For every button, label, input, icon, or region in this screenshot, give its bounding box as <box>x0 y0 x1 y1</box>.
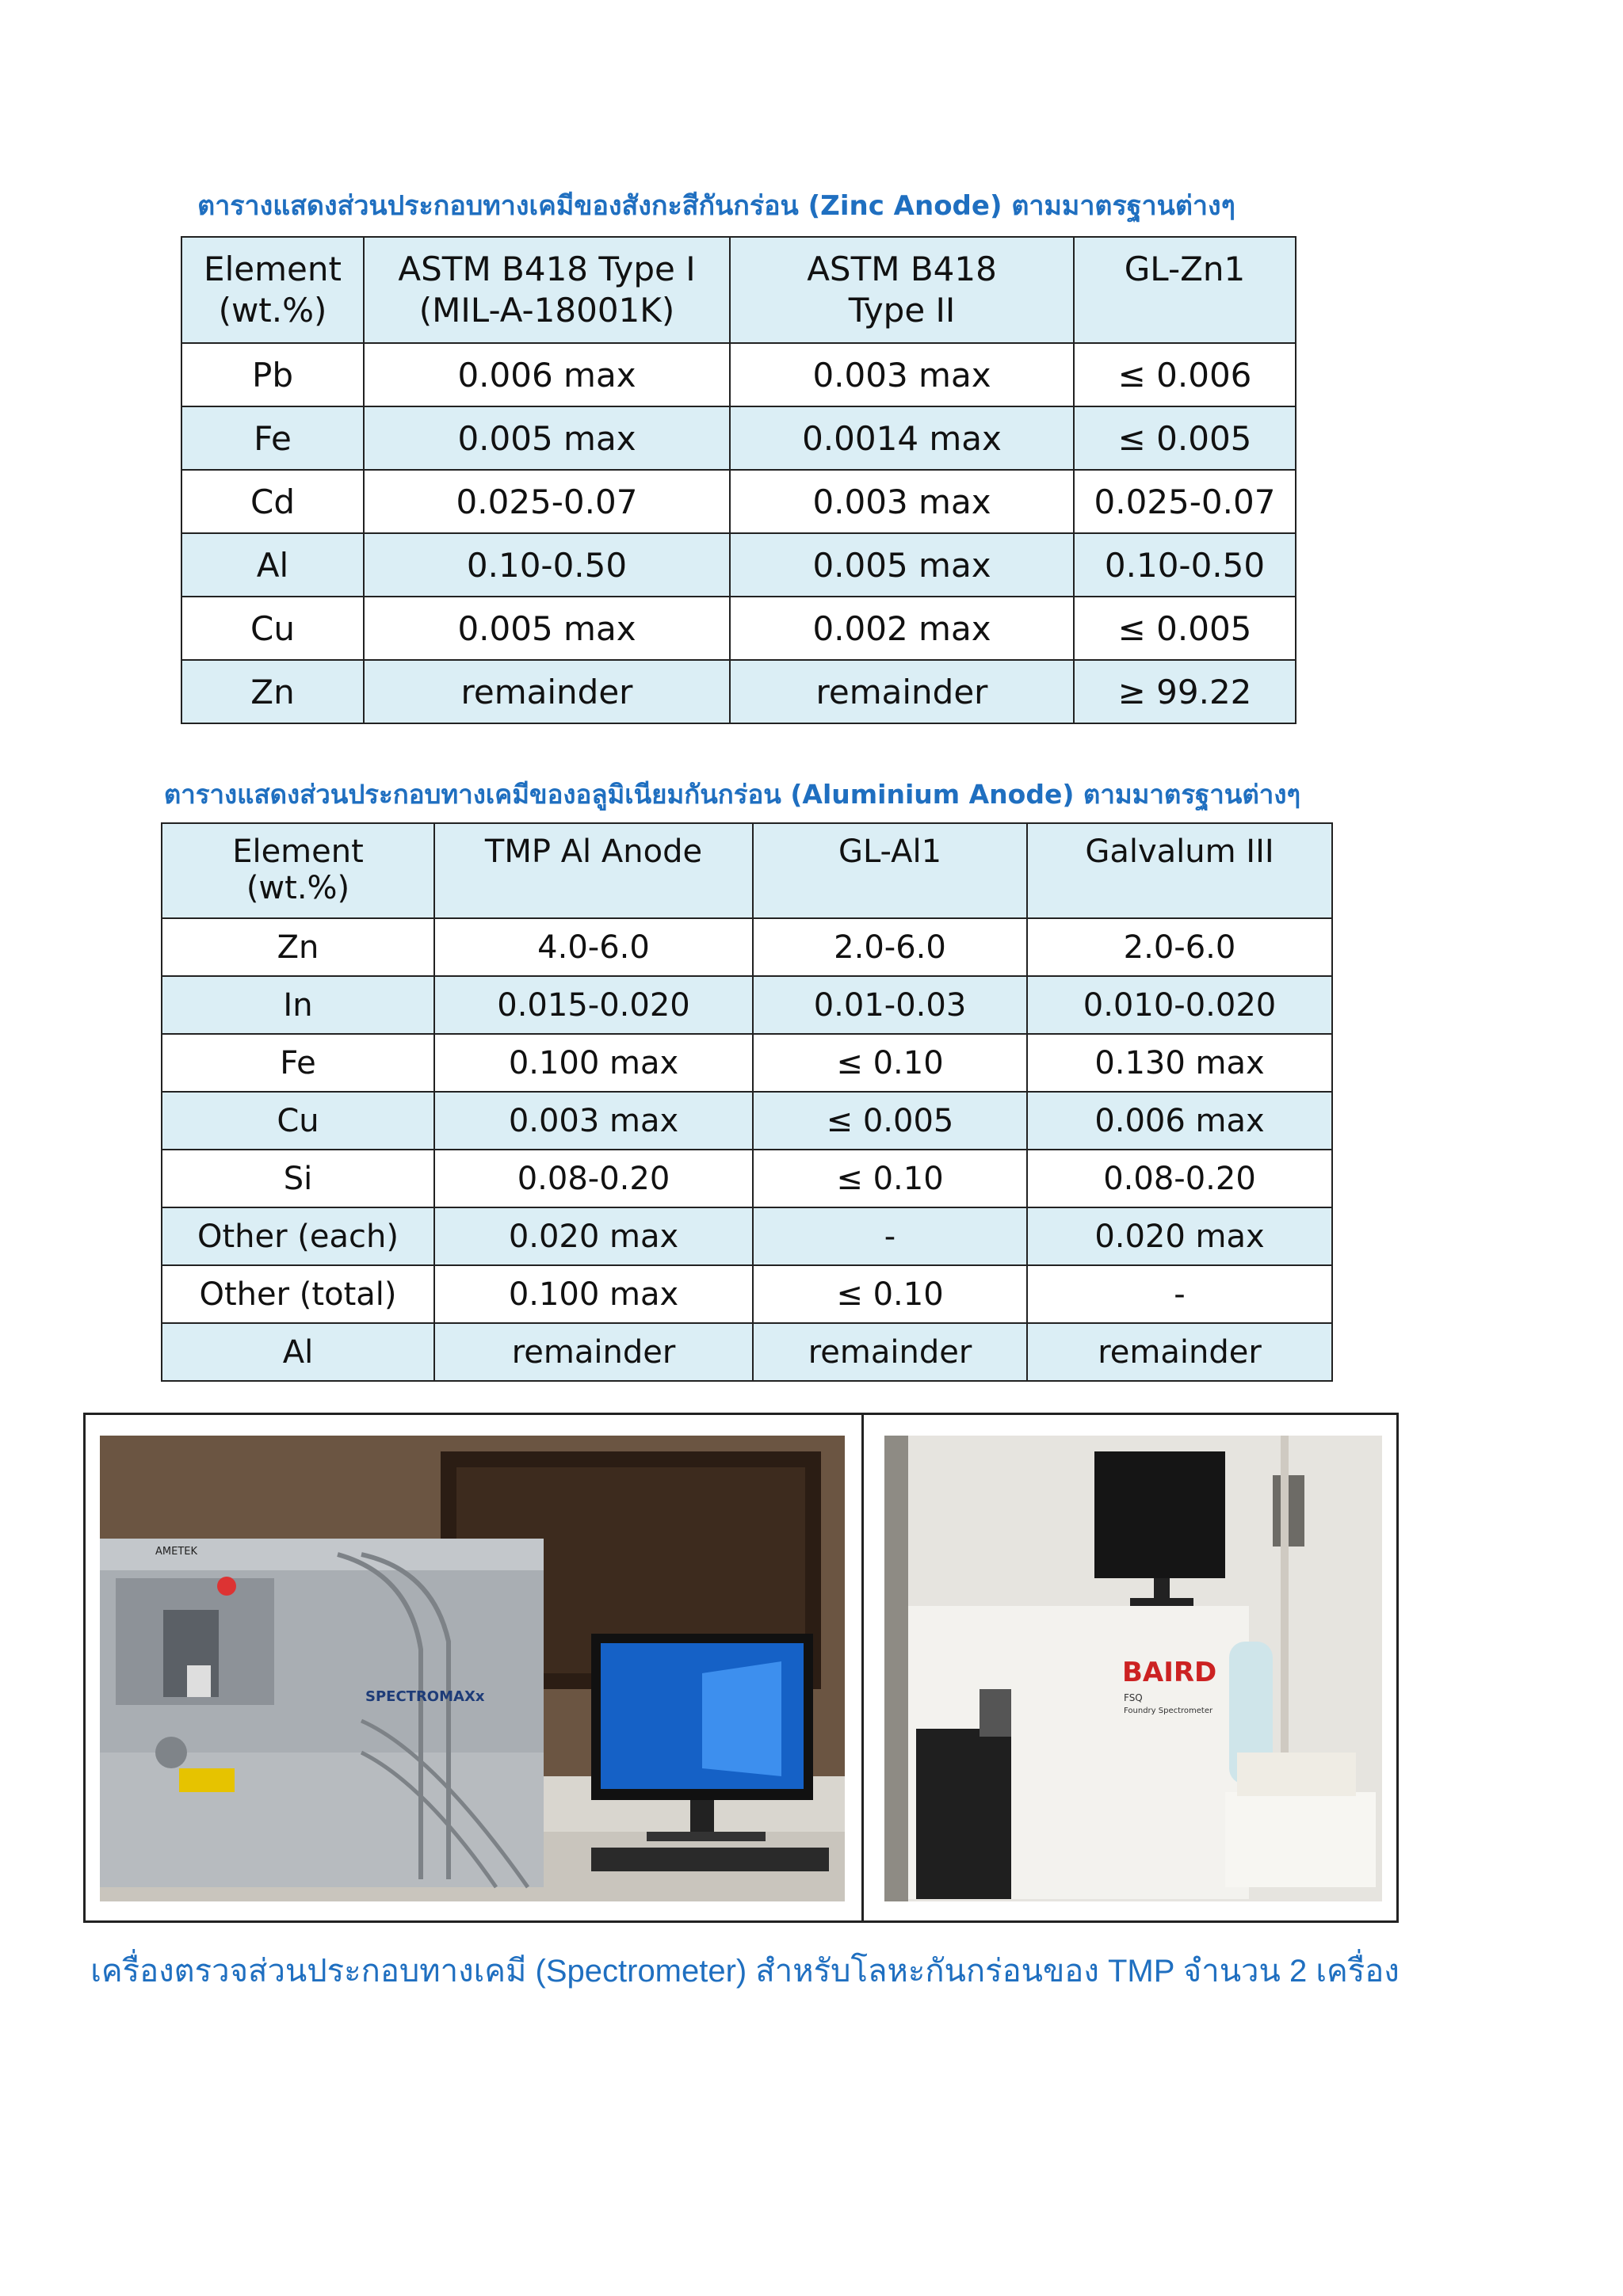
value-cell: ≥ 99.22 <box>1074 660 1296 723</box>
table-row <box>162 1034 1332 1092</box>
column-header <box>434 823 753 918</box>
column-header-line: Element <box>204 250 342 288</box>
element-cell: Fe <box>181 406 364 470</box>
element-cell: Zn <box>181 660 364 723</box>
column-header-line: (MIL-A-18001K) <box>418 291 675 330</box>
aluminium-table-header <box>162 823 1332 918</box>
aluminium-composition-table <box>161 822 1333 1382</box>
value-cell: remainder <box>730 660 1074 723</box>
element-cell: Other (each) <box>162 1207 434 1265</box>
column-header-line: ASTM B418 Type I <box>398 250 696 288</box>
value-cell: 0.01-0.03 <box>753 976 1027 1034</box>
value-cell: 0.015-0.020 <box>434 976 753 1034</box>
column-header <box>730 237 1074 343</box>
table-row <box>181 470 1296 533</box>
element-cell: Other (total) <box>162 1265 434 1323</box>
column-header-line: TMP Al Anode <box>484 833 703 870</box>
element-cell: Si <box>162 1150 434 1207</box>
table-row <box>181 406 1296 470</box>
value-cell: 0.010-0.020 <box>1027 976 1332 1034</box>
baird-fsq-illustration <box>884 1436 1382 1901</box>
spectromaxx-illustration <box>100 1436 845 1901</box>
value-cell: remainder <box>434 1323 753 1381</box>
photo-divider <box>861 1415 864 1920</box>
zinc-table-body <box>181 343 1296 723</box>
table-row <box>162 1323 1332 1381</box>
table-row <box>181 343 1296 406</box>
aluminium-table-body <box>162 918 1332 1381</box>
element-cell: In <box>162 976 434 1034</box>
column-header-line: Element <box>232 833 364 870</box>
column-header <box>181 237 364 343</box>
value-cell: ≤ 0.005 <box>1074 406 1296 470</box>
spectromaxx-photo <box>100 1436 845 1901</box>
value-cell: ≤ 0.005 <box>753 1092 1027 1150</box>
zinc-table-header <box>181 237 1296 343</box>
spectromaxx-brand-label: AMETEK <box>155 1546 198 1558</box>
spectromaxx-model-label: SPECTROMAXx <box>365 1688 485 1705</box>
value-cell: 0.08-0.20 <box>434 1150 753 1207</box>
table-row <box>162 918 1332 976</box>
value-cell: 0.003 max <box>730 470 1074 533</box>
value-cell: ≤ 0.10 <box>753 1265 1027 1323</box>
header-row <box>181 237 1296 343</box>
value-cell: 0.020 max <box>1027 1207 1332 1265</box>
value-cell: 0.08-0.20 <box>1027 1150 1332 1207</box>
value-cell: 4.0-6.0 <box>434 918 753 976</box>
column-header-line: Type II <box>848 291 956 330</box>
aluminium-table-caption: ตารางแสดงส่วนประกอบทางเคมีของอลูมิเนียมกันกร่อน (Aluminium Anode) ตามมาตรฐานต่างๆ <box>163 779 1301 810</box>
spectrometer-caption: เครื่องตรวจส่วนประกอบทางเคมี (Spectrometer) สำหรับโลหะกันกร่อนของ TMP จำนวน 2 เครื่อง <box>90 1954 1400 1989</box>
baird-fsq-photo <box>884 1436 1382 1901</box>
value-cell: 0.003 max <box>434 1092 753 1150</box>
column-header <box>1027 823 1332 918</box>
baird-model-label: FSQ <box>1124 1692 1143 1703</box>
table-row <box>181 533 1296 597</box>
value-cell: 0.005 max <box>364 406 730 470</box>
value-cell: ≤ 0.10 <box>753 1034 1027 1092</box>
table-row <box>162 1207 1332 1265</box>
baird-brand-label: BAIRD <box>1122 1657 1217 1688</box>
value-cell: 0.025-0.07 <box>1074 470 1296 533</box>
column-header-line: (wt.%) <box>218 291 327 330</box>
column-header-line: Galvalum III <box>1085 833 1274 870</box>
value-cell: - <box>753 1207 1027 1265</box>
column-header-line: (wt.%) <box>246 870 350 906</box>
value-cell: 0.006 max <box>364 343 730 406</box>
element-cell: Al <box>162 1323 434 1381</box>
table-row <box>181 660 1296 723</box>
value-cell: 0.002 max <box>730 597 1074 660</box>
table-row <box>162 1092 1332 1150</box>
value-cell: ≤ 0.006 <box>1074 343 1296 406</box>
element-cell: Al <box>181 533 364 597</box>
value-cell: remainder <box>753 1323 1027 1381</box>
zinc-composition-table <box>181 236 1296 724</box>
spectrometer-photo-frame <box>83 1413 1399 1923</box>
column-header-line: GL-Zn1 <box>1124 250 1246 288</box>
zinc-table-caption: ตารางแสดงส่วนประกอบทางเคมีของสังกะสีกันกร่อน (Zinc Anode) ตามมาตรฐานต่างๆ <box>197 190 1235 222</box>
value-cell: ≤ 0.005 <box>1074 597 1296 660</box>
value-cell: 0.130 max <box>1027 1034 1332 1092</box>
table-row <box>162 1265 1332 1323</box>
header-row <box>162 823 1332 918</box>
value-cell: 0.100 max <box>434 1265 753 1323</box>
value-cell: 0.006 max <box>1027 1092 1332 1150</box>
table-row <box>162 976 1332 1034</box>
column-header-line: ASTM B418 <box>807 250 997 288</box>
baird-model-sublabel: Foundry Spectrometer <box>1124 1707 1213 1715</box>
value-cell: 0.020 max <box>434 1207 753 1265</box>
column-header <box>162 823 434 918</box>
value-cell: 0.003 max <box>730 343 1074 406</box>
table-row <box>162 1150 1332 1207</box>
element-cell: Cu <box>162 1092 434 1150</box>
element-cell: Pb <box>181 343 364 406</box>
value-cell: 0.100 max <box>434 1034 753 1092</box>
value-cell: 0.025-0.07 <box>364 470 730 533</box>
value-cell: 0.0014 max <box>730 406 1074 470</box>
table-row <box>181 597 1296 660</box>
value-cell: remainder <box>364 660 730 723</box>
column-header <box>1074 237 1296 343</box>
column-header-line: GL-Al1 <box>838 833 942 870</box>
value-cell: 0.10-0.50 <box>364 533 730 597</box>
value-cell: 0.005 max <box>730 533 1074 597</box>
column-header <box>753 823 1027 918</box>
value-cell: 0.10-0.50 <box>1074 533 1296 597</box>
value-cell: 2.0-6.0 <box>1027 918 1332 976</box>
value-cell: 2.0-6.0 <box>753 918 1027 976</box>
value-cell: ≤ 0.10 <box>753 1150 1027 1207</box>
value-cell: 0.005 max <box>364 597 730 660</box>
column-header <box>364 237 730 343</box>
element-cell: Cu <box>181 597 364 660</box>
element-cell: Cd <box>181 470 364 533</box>
value-cell: remainder <box>1027 1323 1332 1381</box>
value-cell: - <box>1027 1265 1332 1323</box>
element-cell: Zn <box>162 918 434 976</box>
element-cell: Fe <box>162 1034 434 1092</box>
